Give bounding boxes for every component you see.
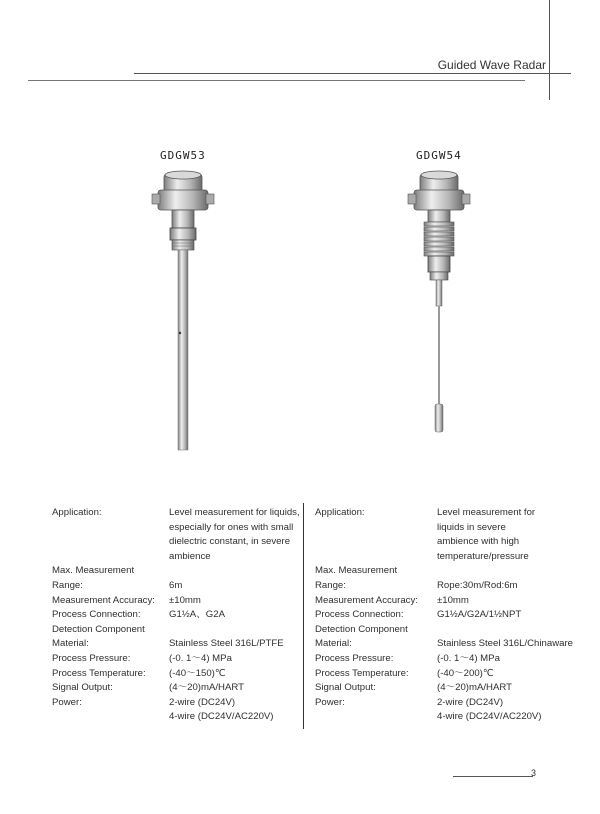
spec-value: Stainless Steel 316L/Chinaware	[437, 638, 573, 650]
spec-value: (-0. 1～4) MPa	[169, 652, 232, 664]
spec-row	[315, 681, 573, 696]
spec-label: Material:	[52, 638, 89, 650]
spec-label	[52, 710, 169, 725]
spec-row	[315, 652, 573, 667]
spec-row	[52, 535, 300, 550]
spec-label: Signal Output:	[315, 682, 376, 694]
spec-row	[315, 608, 573, 623]
header-title: Guided Wave Radar	[437, 58, 546, 72]
spec-value: ±10mm	[437, 594, 469, 606]
spec-row	[315, 667, 573, 682]
spec-row	[315, 550, 573, 565]
spec-row	[52, 594, 300, 609]
spec-row	[315, 696, 573, 711]
gdgw53-product-image	[150, 168, 216, 454]
page-number: 3	[531, 768, 537, 778]
spec-label: Power:	[52, 696, 82, 708]
spec-row	[52, 506, 300, 521]
spec-row	[315, 594, 573, 609]
spec-row	[52, 637, 300, 652]
spec-row	[52, 710, 300, 725]
spec-value: especially for ones with small	[169, 521, 294, 533]
spec-label: Range:	[315, 579, 346, 591]
spec-label	[315, 521, 437, 536]
spec-value: ±10mm	[169, 594, 201, 606]
spec-value: Rope:30m/Rod:6m	[437, 579, 518, 591]
spec-value: G1½A/G2A/1½NPT	[437, 609, 522, 621]
spec-value: Level measurement for liquids,	[169, 507, 300, 518]
header-bottom-rule	[28, 80, 525, 81]
spec-value: liquids in severe	[437, 521, 506, 533]
spec-label: Process Pressure:	[52, 652, 131, 664]
spec-label	[315, 710, 437, 725]
spec-label	[315, 535, 437, 550]
header-vertical-rule	[549, 0, 550, 100]
spec-value: G1½A、G2A	[169, 609, 225, 621]
specs-right	[315, 506, 573, 725]
spec-label: Power:	[315, 696, 345, 708]
spec-row	[315, 579, 573, 594]
spec-label: Process Connection:	[315, 609, 404, 621]
spec-value: (-0. 1～4) MPa	[437, 652, 500, 664]
spec-label: Measurement Accuracy:	[315, 594, 418, 606]
header-top-rule	[134, 73, 571, 74]
spec-row	[52, 608, 300, 623]
spec-row	[52, 579, 300, 594]
spec-row	[315, 710, 573, 725]
spec-row	[52, 681, 300, 696]
spec-label: Range:	[52, 579, 83, 591]
spec-label: Signal Output:	[52, 682, 113, 694]
spec-value: ambience	[169, 550, 211, 562]
spec-row	[52, 564, 300, 579]
spec-row	[315, 535, 573, 550]
spec-row	[52, 652, 300, 667]
spec-value: temperature/pressure	[437, 550, 529, 562]
spec-label: Application:	[52, 507, 102, 518]
spec-label: Max. Measurement	[315, 565, 398, 577]
spec-label: Process Temperature:	[52, 667, 146, 679]
gdgw54-product-image	[406, 168, 472, 434]
spec-label: Detection Component	[315, 623, 408, 635]
spec-label: Material:	[315, 638, 352, 650]
spec-row	[52, 623, 300, 638]
spec-label	[315, 550, 437, 565]
spec-value: Stainless Steel 316L/PTFE	[169, 638, 284, 650]
spec-value: (-40～150)℃	[169, 667, 226, 679]
spec-row	[52, 696, 300, 711]
spec-label: Max. Measurement	[52, 565, 135, 577]
spec-label: Process Pressure:	[315, 652, 394, 664]
spec-value: 6m	[169, 579, 183, 591]
column-divider	[303, 503, 304, 729]
spec-row	[315, 637, 573, 652]
spec-value: 2-wire (DC24V)	[169, 696, 236, 708]
spec-label	[52, 535, 169, 550]
spec-row	[315, 521, 573, 536]
spec-value: (-40～200)℃	[437, 667, 494, 679]
spec-value: 2-wire (DC24V)	[437, 696, 504, 708]
model-title-left: GDGW53	[160, 149, 206, 162]
spec-label	[52, 521, 169, 536]
specs-left	[52, 506, 300, 725]
spec-row	[52, 521, 300, 536]
footer-rule	[453, 776, 533, 777]
spec-row	[52, 550, 300, 565]
spec-value: 4-wire (DC24V/AC220V)	[169, 711, 274, 723]
spec-row	[315, 564, 573, 579]
spec-row	[315, 506, 573, 521]
spec-value: Level measurement for	[437, 507, 536, 518]
spec-value: dielectric constant, in severe	[169, 536, 291, 548]
spec-value: 4-wire (DC24V/AC220V)	[437, 711, 542, 723]
spec-label: Process Connection:	[52, 609, 141, 621]
spec-value: (4～20)mA/HART	[437, 682, 512, 694]
spec-label: Process Temperature:	[315, 667, 409, 679]
model-title-right: GDGW54	[416, 149, 462, 162]
spec-label	[52, 550, 169, 565]
spec-label: Detection Component	[52, 623, 145, 635]
spec-row	[52, 667, 300, 682]
spec-label: Application:	[315, 507, 365, 518]
spec-row	[315, 623, 573, 638]
spec-label: Measurement Accuracy:	[52, 594, 155, 606]
spec-value: ambience with high	[437, 536, 520, 548]
spec-value: (4～20)mA/HART	[169, 682, 244, 694]
